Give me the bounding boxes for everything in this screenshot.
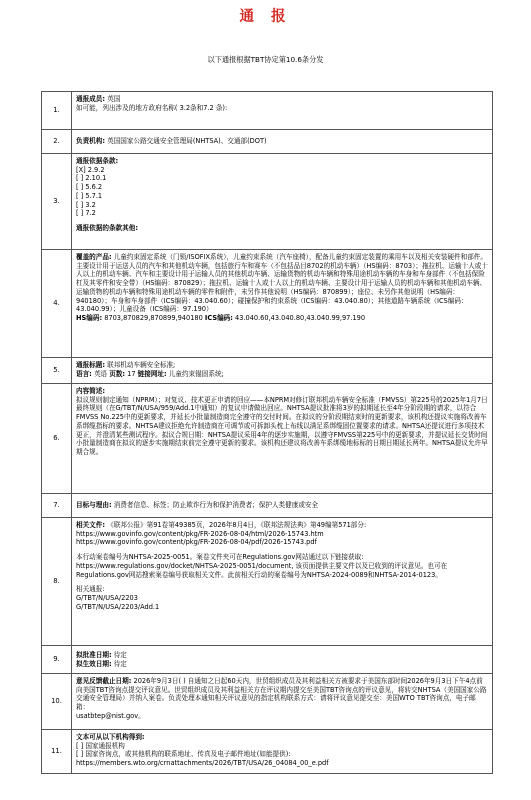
- comment-deadline-label: 意见反馈截止日期:: [76, 677, 132, 685]
- products-value: 儿童约束固定系统（门锁/ISOFIX系统），儿童约束系统（汽车座椅），配备儿童约束固定装置的乘用车以及相关安装硬件和部件。主要设计用于运送人员的汽车和其他机动车辆，包括旅行车和赛车（不包括品目8702的机动车辆）（HS编码：8703）；拖拉机、运输十人或十人以上的机动车辆、汽车和主要设计用于运输人员的其他机动车辆、运输货物的机动车辆和特殊用途机动车辆的车身和车身部件（不包括保险杠及其零件和安全带）（HS编码：870829）；拖拉机、运输十人或十人以上的机动车辆、主要设计用于运输人员的机动车辆和其他机动车辆、运输货物的机动车辆和特殊用途机动车辆的零件和附件，未另作其他说明（HS编码：870899）；座位、未另作其他说明（HS编码：940180）；车身和车身部件（ICS编码：43.040.60）；碰撞保护和约束系统（ICS编码：43.040.80）；其他道路车辆系统（ICS编码：43.040.99）；儿童设备（ICS编码：97.190）: [76, 253, 488, 314]
- member-value: 英国: [107, 95, 121, 103]
- table-row-6: [42, 384, 493, 494]
- row-content: [72, 154, 493, 250]
- row-number: 7.: [42, 494, 72, 518]
- link-label: 链接网址:: [137, 369, 167, 378]
- ics-value: 43.040.60,43.040.80,43.040.99,97.190: [235, 313, 366, 322]
- products-label: 覆盖的产品:: [76, 253, 112, 261]
- row-content: [72, 384, 493, 494]
- agency-label: 负责机构:: [76, 137, 106, 146]
- pages-value: 17: [127, 369, 136, 378]
- entry-into-force-label: 拟生效日期:: [76, 659, 112, 668]
- table-row-7: [42, 494, 493, 518]
- ics-label: ICS编码:: [204, 313, 233, 322]
- table-row-5: [42, 358, 493, 384]
- related-notifications-label: 相关通报:: [76, 585, 105, 594]
- row-number: 6.: [42, 384, 72, 494]
- row-number: 5.: [42, 358, 72, 384]
- docket-link[interactable]: https://www.regulations.gov/docket/NHTSA-2025-0051/document, 该页面提供主要文件以及已收到的评议意见。也可在Regulations.gov网站搜索案卷编号获取相关文件。此前相关行动的案卷编号为NHTSA-2024-0089和NHTSA-2014-0123。: [76, 561, 448, 579]
- notification-authority-option: [ ] 国家通报机构: [76, 741, 125, 750]
- page-subtitle: 以下通报根据TBT协定第10.6条分发: [207, 55, 324, 64]
- notice-title-value: 联邦机动车辆安全标准;: [107, 361, 176, 369]
- row-number: 4.: [42, 250, 72, 358]
- federal-register-pdf-link[interactable]: https://www.govinfo.gov/content/pkg/FR-2026-08-04/pdf/2026-15743.pdf: [76, 538, 317, 547]
- adoption-date-label: 拟批准日期:: [76, 650, 112, 659]
- basis-label: 通报依据条款:: [76, 157, 119, 165]
- row-content: [72, 130, 493, 154]
- hs-value: 8703,870829,870899,940180: [104, 313, 203, 322]
- entry-into-force-value: 待定: [113, 659, 127, 668]
- text-available-label: 文本可从以下机构得到:: [76, 733, 145, 741]
- objective-label: 目标与理由:: [76, 501, 112, 510]
- table-row-9: [42, 646, 493, 674]
- basis-option: [ ] 3.2: [76, 200, 96, 209]
- notice-title-label: 通报标题:: [76, 361, 106, 369]
- row-content: [72, 646, 493, 674]
- objective-value: 消费者信息、标签；防止欺诈行为和保护消费者；保护人类健康或安全: [113, 501, 319, 510]
- agency-value: 英国国家公路交通安全管理局(NHTSA)、交通部(DOT): [107, 137, 267, 146]
- enquiry-point-email[interactable]: usatbtep@nist.gov。: [76, 711, 145, 720]
- row-number: 1.: [42, 92, 72, 130]
- row-content: [72, 250, 493, 358]
- row-number: 8.: [42, 518, 72, 646]
- relevant-docs-label: 相关文件:: [76, 521, 106, 529]
- basis-other-label: 通报依据的条款其他:: [76, 223, 138, 232]
- table-row-11: [42, 730, 493, 774]
- table-row-4: [42, 250, 493, 358]
- table-row-10: [42, 674, 493, 730]
- table-row-3: [42, 154, 493, 250]
- row-content: [72, 518, 493, 646]
- related-notification: G/TBT/N/USA/2203: [76, 593, 138, 602]
- attachment-link[interactable]: https://members.wto.org/crnattachments/2026/TBT/USA/26_04084_00_e.pdf: [76, 759, 329, 768]
- row-number: 3.: [42, 154, 72, 250]
- basis-option: [ ] 5.6.2: [76, 183, 103, 192]
- comment-deadline-value: 2026年9月3日( ) 自通知之日起60天内，世贸组织成员及其利益相关方被要求于美国东部时间2026年9月3日下午4点前向美国TBT咨询点提交评议意见。世贸组织成员及其利益相关方在评议期内提交至美国TBT咨询点的评议意见，将转交NHTSA（美国国家公路交通安全管理局）并纳入案卷。负责处理本通知相关评议意见的指定机构联系方式：请将评议意见提交至：美国WTO TBT咨询点，电子邮箱：: [76, 677, 487, 712]
- language-label: 语言:: [76, 369, 92, 378]
- link-value: 儿童约束锚固系统;: [168, 369, 224, 378]
- relevant-docs-value: 《联邦公报》第91卷第49385页，2026年8月4日，《联邦法规法典》第49编第571部分:: [107, 521, 367, 529]
- table-row-2: [42, 130, 493, 154]
- row-content: [72, 92, 493, 130]
- row-content: [72, 494, 493, 518]
- row-number: 10.: [42, 674, 72, 730]
- notification-table: [41, 91, 493, 774]
- row-number: 11.: [42, 730, 72, 774]
- local-gov-note: 如可能，列出涉及的地方政府名称( 3.2条和7.2 条):: [76, 103, 228, 112]
- basis-option: [ ] 2.10.1: [76, 174, 107, 183]
- adoption-date-value: 待定: [113, 650, 127, 659]
- summary-label: 内容简述:: [76, 387, 106, 395]
- summary-value: 拟议规则制定通知（NPRM）；对复议、技术更正申请的回应——本NPRM对修订联邦机动车辆安全标准（FMVSS）第225号的2025年1月7日最终规则（在G/TBT/N/USA/959/Add.1中通知）的复议申请做出回应。NHTSA提议批准将3岁的拟期延长至4年分阶段期的请求，以符合FMVSS No.225中的更新要求，并延长小批量制造商完全遵守的交付时间。在拟议的分阶段期结束时的更新要求，该机构还提议实施将改善车系绑缆指标的要求。NHTSA建议拒绝允许制造商在可调节或可拆卸头枕上布线以满足系绑缆固位置要求的请求。NHTSA还提议进行多项技术更正，并澄清某些测试程序。拟议合规日期：NHTSA提议采用4年的逐步实施期，以遵守FMVSS第225号中的更新要求，并提议延长交货时间小批量制造商在拟议的逐步实施期结束前完全遵守更新的要求。该机构还建议将改善车系绑缆地标标的日期日期延长两年。NHTSA提议允许早期合规。: [76, 395, 488, 456]
- docket-text: 本行动案卷编号为NHTSA-2025-0051。案卷文件夹可在Regulations.gov网站通过以下链接获取:: [76, 553, 364, 562]
- row-content: [72, 730, 493, 774]
- member-label: 通报成员:: [76, 95, 106, 103]
- basis-option: [ ] 7.2: [76, 209, 96, 218]
- basis-option: [ ] 5.7.1: [76, 191, 103, 200]
- row-content: [72, 358, 493, 384]
- federal-register-html-link[interactable]: https://www.govinfo.gov/content/pkg/FR-2026-08-04/html/2026-15743.htm: [76, 529, 324, 538]
- language-value: 英语: [93, 369, 108, 378]
- row-number: 9.: [42, 646, 72, 674]
- table-row-8: [42, 518, 493, 646]
- related-notification: G/TBT/N/USA/2203/Add.1: [76, 602, 160, 611]
- row-number: 2.: [42, 130, 72, 154]
- basis-option: [X] 2.9.2: [76, 165, 105, 174]
- table-row-1: [42, 92, 493, 130]
- enquiry-point-option: [ ] 国家咨询点，或其他机构的联系地址、传真及电子邮件地址(如能提供):: [76, 750, 291, 759]
- hs-label: HS编码:: [76, 313, 103, 322]
- page-title: 通 报: [239, 9, 292, 25]
- row-content: [72, 674, 493, 730]
- pages-label: 页数:: [109, 369, 126, 378]
